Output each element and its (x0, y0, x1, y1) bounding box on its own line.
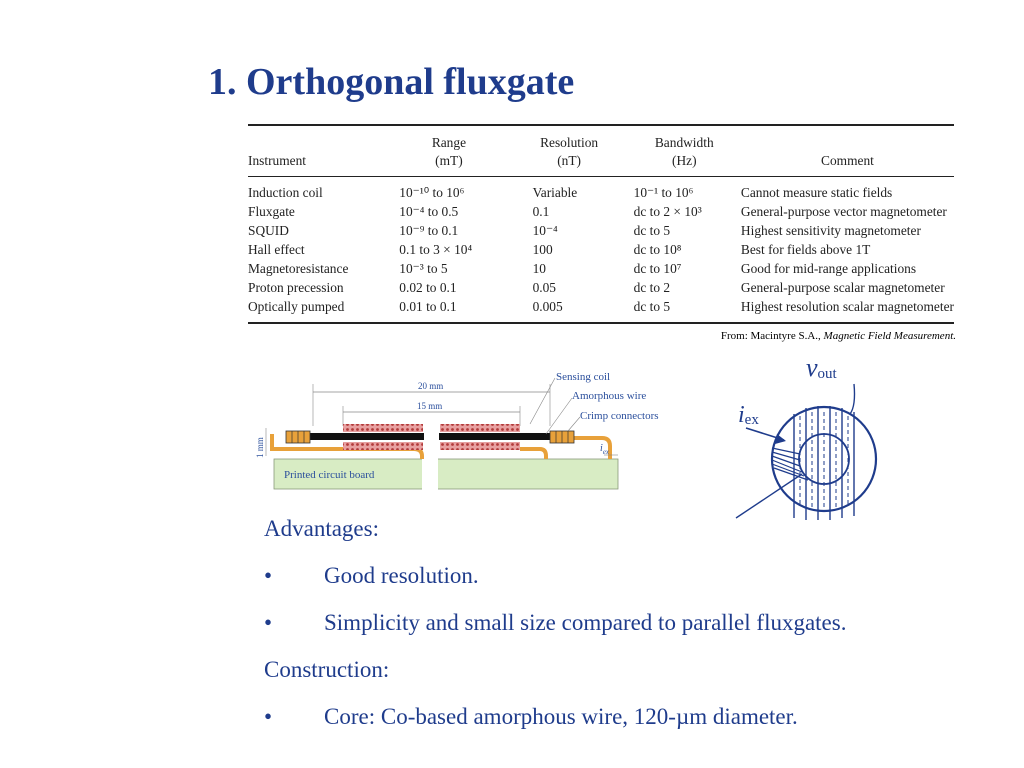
cell-instrument: Fluxgate (248, 204, 295, 219)
iex-label-base: i (600, 443, 603, 454)
iex-circle-label-base: i (738, 402, 745, 428)
cell-bandwidth: dc to 5 (633, 299, 671, 314)
cell-bandwidth: dc to 10⁸ (633, 242, 682, 257)
construction-item-text: Core: Co-based amorphous wire, 120-µm diameter. (324, 704, 798, 729)
svg-text:vout (806, 356, 838, 382)
cell-resolution: 0.005 (532, 299, 563, 314)
header-instrument: Instrument (248, 153, 307, 168)
label-sensing-coil: Sensing coil (556, 371, 611, 383)
sensing-coil-right-top (440, 424, 520, 432)
pcb-label: Printed circuit board (284, 469, 375, 481)
dim-20mm-label: 20 mm (418, 381, 444, 391)
table-row (248, 259, 954, 278)
cell-range: 0.02 to 0.1 (399, 280, 457, 295)
sensor-construction-diagram (250, 362, 690, 494)
table-row (248, 202, 954, 221)
dim-15mm-label: 15 mm (417, 401, 443, 411)
cell-bandwidth: dc to 2 (633, 280, 671, 295)
caption-source: Magnetic Field Measurement. (823, 330, 956, 342)
cell-comment: Highest sensitivity magnetometer (740, 223, 921, 238)
iex-label-sub: ex (602, 448, 609, 456)
cell-range: 10⁻³ to 5 (399, 261, 448, 276)
cell-resolution: 100 (532, 242, 553, 257)
advantages-item (264, 606, 1004, 653)
cell-instrument: Hall effect (248, 242, 305, 257)
cell-resolution: 0.05 (532, 280, 556, 295)
label-crimp-connectors: Crimp connectors (580, 410, 659, 422)
cell-instrument: Optically pumped (248, 299, 345, 314)
iex-circle-label-sub: ex (744, 412, 759, 428)
header-bandwidth: Bandwidth (Hz) (654, 135, 714, 168)
table-row (248, 297, 954, 323)
cell-comment: Best for fields above 1T (740, 242, 871, 257)
sensing-coil-left-top (343, 424, 423, 432)
amorphous-wire-right (439, 433, 551, 440)
table-row (248, 221, 954, 240)
pcb-gap (422, 454, 438, 492)
cell-resolution: Variable (532, 185, 578, 200)
table-source-caption (721, 330, 956, 342)
slide-title: 1. Orthogonal fluxgate (208, 61, 575, 103)
cell-range: 10⁻⁴ to 0.5 (399, 204, 459, 219)
vout-label-sub: out (817, 366, 837, 382)
cell-comment: General-purpose vector magnetometer (740, 204, 947, 219)
header-range: Range (mT) (431, 135, 467, 168)
advantages-item-text: Simplicity and small size compared to parallel fluxgates. (324, 610, 847, 635)
excitation-fan-lines (772, 448, 808, 480)
caption-prefix: From: Macintyre S.A., (720, 330, 824, 342)
sensing-coil-right-bottom (440, 442, 520, 450)
vout-label-base: v (806, 356, 818, 382)
cell-comment: Highest resolution scalar magnetometer (740, 299, 954, 314)
table-row (248, 240, 954, 259)
header-comment: Comment (821, 153, 874, 168)
bullet-symbol: • (264, 610, 273, 635)
cell-resolution: 0.1 (532, 204, 550, 219)
cell-instrument: SQUID (248, 223, 289, 238)
advantages-item-text: Good resolution. (324, 563, 479, 588)
construction-item (264, 700, 1004, 747)
label-amorphous-wire: Amorphous wire (572, 390, 647, 402)
cell-bandwidth: dc to 2 × 10³ (633, 204, 702, 219)
amorphous-wire-left (310, 433, 424, 440)
cell-instrument: Magnetoresistance (248, 261, 349, 276)
header-resolution: Resolution (nT) (540, 135, 599, 168)
table-row (248, 278, 954, 297)
advantages-item (264, 559, 1004, 606)
orthogonal-fluxgate-cross-section (732, 356, 902, 522)
cell-range: 10⁻⁹ to 0.1 (399, 223, 459, 238)
construction-heading: Construction: (264, 657, 390, 682)
vout-lead (850, 384, 855, 414)
cell-bandwidth: dc to 5 (633, 223, 671, 238)
slide-body-text (264, 512, 1004, 747)
cell-bandwidth: dc to 10⁷ (633, 261, 682, 276)
lead-wire-right (520, 449, 546, 459)
dim-1mm-label: 1 mm (255, 437, 265, 458)
cell-range: 0.1 to 3 × 10⁴ (399, 242, 473, 257)
cell-comment: Cannot measure static fields (740, 185, 893, 200)
table-header-row (248, 125, 954, 177)
cell-comment: General-purpose scalar magnetometer (740, 280, 945, 295)
cell-range: 10⁻¹⁰ to 10⁶ (399, 185, 465, 200)
cell-resolution: 10 (532, 261, 546, 276)
bullet-symbol: • (264, 563, 273, 588)
table-row (248, 177, 954, 203)
cell-resolution: 10⁻⁴ (532, 223, 558, 238)
winding-lines-dashed (800, 412, 848, 508)
sensing-coil-left-bottom (343, 442, 423, 450)
svg-text:iex (738, 402, 759, 428)
crimp-connector-left (286, 431, 310, 443)
cell-instrument: Induction coil (248, 185, 323, 200)
magnetometer-comparison-table (248, 124, 954, 324)
advantages-heading: Advantages: (264, 516, 379, 541)
cell-bandwidth: 10⁻¹ to 10⁶ (633, 185, 694, 200)
cell-range: 0.01 to 0.1 (399, 299, 457, 314)
bullet-symbol: • (264, 704, 273, 729)
crimp-connector-right (550, 431, 574, 443)
cell-comment: Good for mid-range applications (740, 261, 917, 276)
cell-instrument: Proton precession (248, 280, 344, 295)
